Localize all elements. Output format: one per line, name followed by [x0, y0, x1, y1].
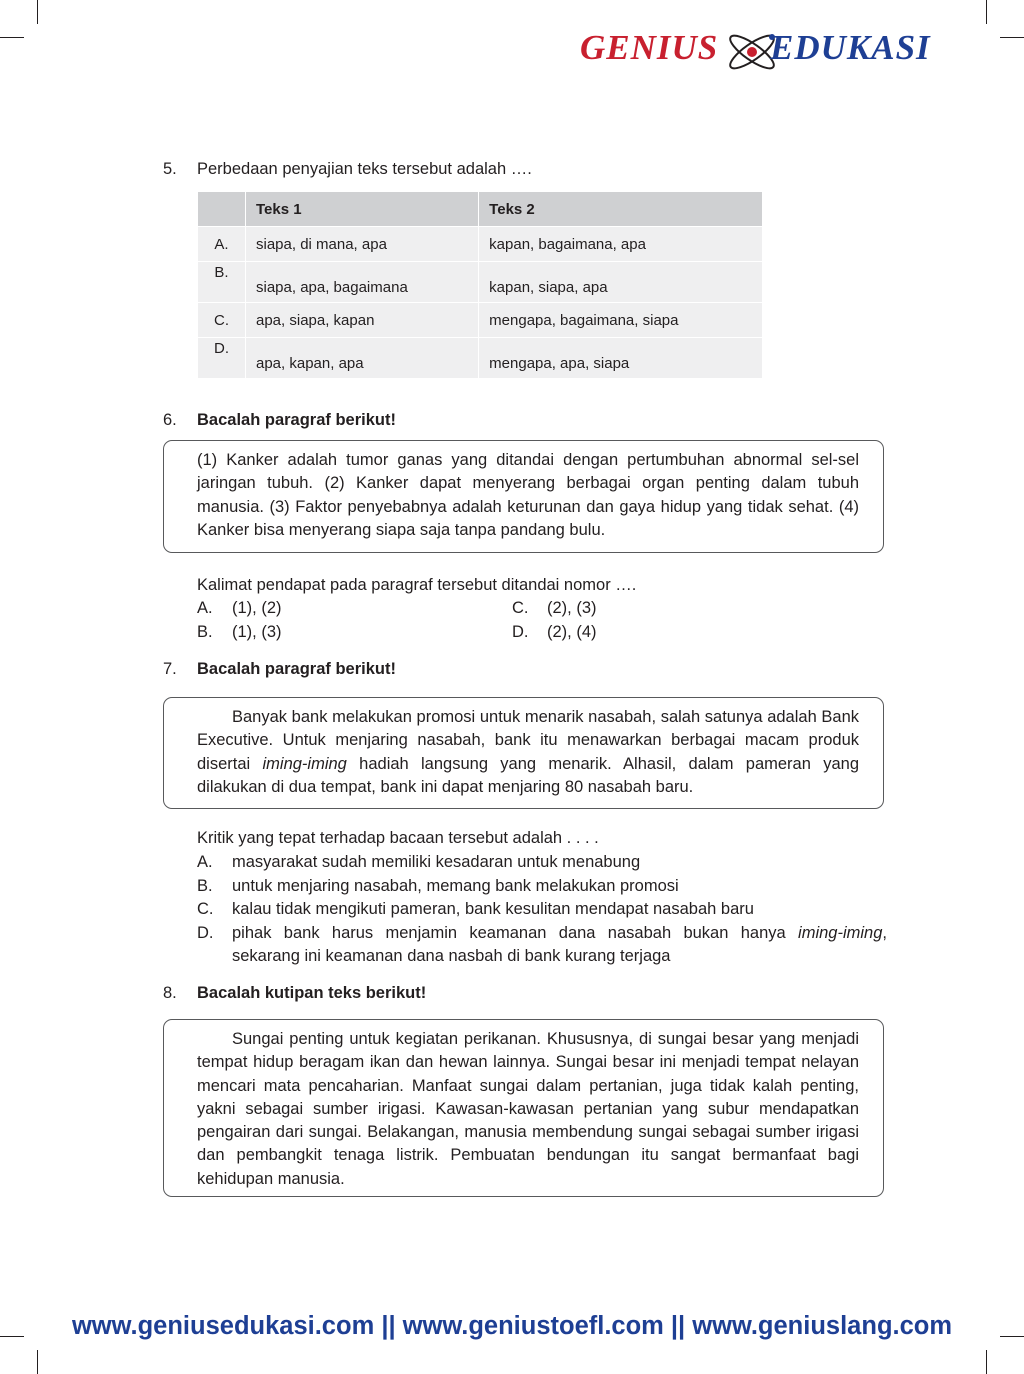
option-letter: D.	[512, 623, 529, 641]
option-a	[197, 851, 887, 875]
option-text: (1), (3)	[232, 623, 282, 641]
question-text: Perbedaan penyajian teks tersebut adalah ….	[197, 160, 532, 178]
passage-box	[163, 440, 884, 553]
question-number: 6.	[163, 411, 177, 429]
answer-table	[197, 191, 763, 379]
table-cell: apa, siapa, kapan	[246, 303, 479, 338]
option-letter: A.	[197, 853, 213, 871]
option-letter: B.	[197, 623, 213, 641]
option-text: masyarakat sudah memiliki kesadaran untuk menabung	[232, 853, 641, 871]
option-text: , sekarang ini keamanan dana nasbah di bank kurang terjaga	[232, 923, 887, 965]
table-row	[198, 338, 763, 379]
table-cell: siapa, apa, bagaimana	[246, 262, 479, 303]
table-header-cell	[198, 192, 246, 227]
option-text: (2), (4)	[547, 623, 597, 641]
table-header-cell: Teks 1	[246, 192, 479, 227]
crop-mark	[37, 0, 38, 24]
option-letter: A.	[198, 227, 246, 262]
logo-text-right: EDUKASI	[770, 28, 931, 67]
option-c	[512, 597, 597, 621]
option-text: (2), (3)	[547, 599, 597, 617]
table-cell: mengapa, apa, siapa	[479, 338, 763, 379]
question-text: Kalimat pendapat pada paragraf tersebut ditandai nomor ….	[197, 576, 637, 594]
option-b	[197, 875, 887, 899]
question-text: Kritik yang tepat terhadap bacaan tersebut adalah . . . .	[197, 829, 599, 847]
question-number: 8.	[163, 984, 177, 1002]
crop-mark	[986, 0, 987, 24]
option-letter: A.	[197, 599, 213, 617]
crop-mark	[986, 1350, 987, 1374]
table-row	[198, 303, 763, 338]
question-instruction: Bacalah paragraf berikut!	[197, 660, 396, 678]
table-cell: mengapa, bagaimana, siapa	[479, 303, 763, 338]
question-instruction: Bacalah kutipan teks berikut!	[197, 984, 427, 1002]
option-letter: C.	[197, 900, 214, 918]
passage-segment: hadiah langsung yang menarik. Alhasil, dalam pameran yang dilakukan di dua tempat, bank ini dapat menjaring 80 nasabah baru.	[197, 754, 859, 796]
option-letter: C.	[512, 599, 529, 617]
option-c	[197, 898, 887, 922]
table-header-row	[198, 192, 763, 227]
option-b	[197, 621, 282, 645]
table-cell: apa, kapan, apa	[246, 338, 479, 379]
option-text: untuk menjaring nasabah, memang bank melakukan promosi	[232, 876, 679, 895]
option-a	[197, 597, 282, 621]
option-italic: iming-iming	[798, 923, 883, 942]
question-8	[163, 984, 887, 1003]
brand-logo	[574, 22, 974, 82]
passage-italic: iming-iming	[262, 754, 347, 773]
table-cell: kapan, siapa, apa	[479, 262, 763, 303]
option-letter: B.	[197, 876, 213, 895]
question-6	[163, 411, 887, 430]
option-letter: D.	[197, 923, 214, 942]
table-cell: siapa, di mana, apa	[246, 227, 479, 262]
passage-box	[163, 1019, 884, 1197]
passage-box	[163, 697, 884, 809]
option-d	[512, 621, 597, 645]
option-letter: B.	[198, 262, 246, 303]
crop-mark	[1000, 37, 1024, 38]
passage-segment: Banyak bank melakukan promosi untuk menarik nasabah, salah satunya adalah Bank Executive. Untuk menjaring nasabah, bank itu menawarkan berbagai macam produk disertai	[197, 708, 859, 773]
table-header-cell: Teks 2	[479, 192, 763, 227]
crop-mark	[37, 1350, 38, 1374]
option-letter: D.	[198, 338, 246, 379]
option-d	[197, 922, 887, 969]
question-5	[163, 160, 887, 179]
option-text: (1), (2)	[232, 599, 282, 617]
passage-text: (1) Kanker adalah tumor ganas yang ditandai dengan pertumbuhan abnormal sel-sel jaringan tubuh. (2) Kanker dapat menyerang berbagai organ penting dalam tubuh manusia. (3) Faktor penyebabnya adalah keturunan dan gaya hidup yang tidak sehat. (4) Kanker bisa menyerang siapa saja tanpa pandang bulu.	[197, 451, 859, 539]
passage-text: Sungai penting untuk kegiatan perikanan. Khususnya, di sungai besar yang menjadi tempat hidup beragam ikan dan hewan lainnya. Sungai besar ini menjadi tempat nelayan mencari mata pencaharian. Manfaat sungai dalam pertanian, juga tidak kalah penting, yakni sebagai sumber irigasi. Kawasan-kawasan pertanian yang subur mendapatkan pengairan dari sungai. Belakangan, manusia membendung sungai sebagai sumber irigasi dan pembangkit tenaga listrik. Pembuatan bendungan itu sangat bermanfaat bagi kehidupan manusia.	[197, 1030, 859, 1188]
footer-links: www.geniusedukasi.com || www.geniustoefl.com || www.geniuslang.com	[71, 1312, 953, 1340]
option-text: kalau tidak mengikuti pameran, bank kesulitan mendapat nasabah baru	[232, 900, 754, 918]
crop-mark	[0, 37, 24, 38]
table-row	[198, 227, 763, 262]
table-row	[198, 262, 763, 303]
logo-text-left: GENIUS	[580, 28, 719, 67]
question-number: 5.	[163, 160, 177, 178]
options-list	[197, 851, 887, 969]
option-text: pihak bank harus menjamin keamanan dana nasabah bukan hanya	[232, 923, 799, 942]
table-cell: kapan, bagaimana, apa	[479, 227, 763, 262]
question-number: 7.	[163, 660, 177, 678]
question-7	[163, 660, 887, 679]
question-instruction: Bacalah paragraf berikut!	[197, 411, 396, 429]
passage-text	[197, 706, 859, 799]
option-letter: C.	[198, 303, 246, 338]
